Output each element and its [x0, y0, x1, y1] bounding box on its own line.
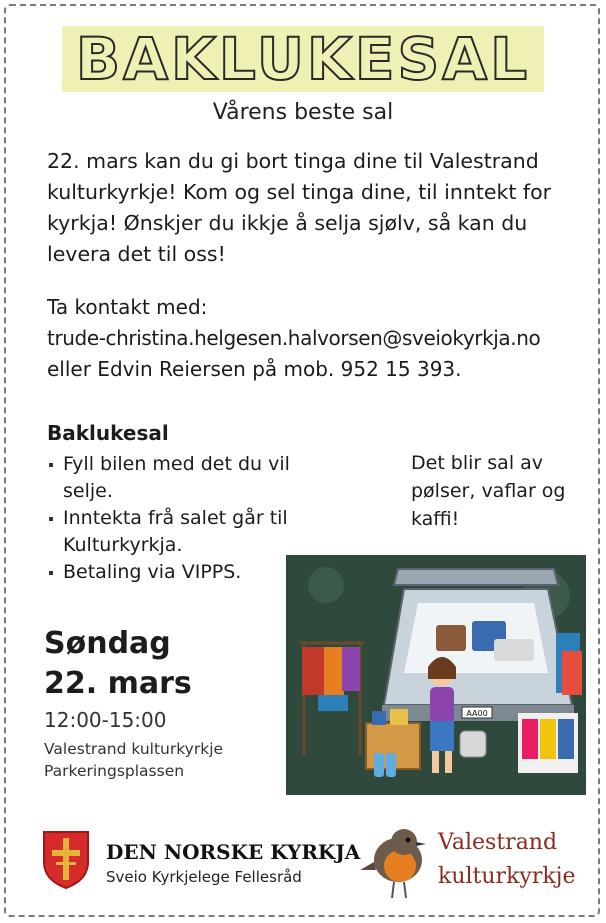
poster-title: BAKLUKESAL: [62, 26, 544, 92]
venue-line: Parkeringsplassen: [44, 762, 185, 780]
list-item: Fyll bilen med det du vil selje.: [47, 451, 317, 505]
poster-subtitle: Vårens beste sal: [212, 100, 394, 125]
shield-cross-icon: [40, 828, 92, 890]
church-logo-block: [40, 828, 361, 898]
food-note: Det blir sal av pølser, vaflar og kaffi!: [411, 452, 566, 530]
event-day: Søndag: [44, 626, 171, 661]
title-block: [0, 26, 606, 92]
intro-paragraph: 22. mars kan du gi bort tinga dine til Valestrand kulturkyrkje! Kom og sel tinga dine, til inntekt for kyrkja! Ønskjer du ikkje å selja sjølv, så kan du levera det til oss!: [47, 149, 552, 266]
org-council: Sveio Kyrkjelege Fellesråd: [106, 868, 302, 886]
org-name: DEN NORSKE KYRKJA: [106, 840, 361, 864]
contact-block: [47, 292, 587, 385]
contact-email: trude-christina.helgesen.halvorsen@sveiokyrkja.no: [47, 326, 541, 350]
list-item: Betaling via VIPPS.: [47, 559, 317, 586]
event-time: 12:00-15:00: [44, 708, 167, 732]
details-heading: Baklukesal: [47, 421, 169, 445]
event-venue: [44, 738, 223, 782]
venue-logo-block: [360, 822, 590, 902]
contact-lead: Ta kontakt med:: [47, 295, 208, 319]
venue-line: Valestrand kulturkyrkje: [44, 740, 224, 758]
list-item: Inntekta frå salet går til Kulturkyrkja.: [47, 505, 317, 559]
event-date: 22. mars: [44, 666, 192, 701]
robin-bird-icon: [360, 822, 430, 900]
venue-name-line2: kulturkyrkje: [438, 864, 576, 889]
contact-alternative: eller Edvin Reiersen på mob. 952 15 393.: [47, 357, 462, 381]
venue-name-line1: Valestrand: [438, 830, 558, 855]
license-plate: AA00: [466, 709, 488, 718]
details-list: [47, 451, 317, 586]
car-boot-sale-illustration: [286, 555, 586, 795]
